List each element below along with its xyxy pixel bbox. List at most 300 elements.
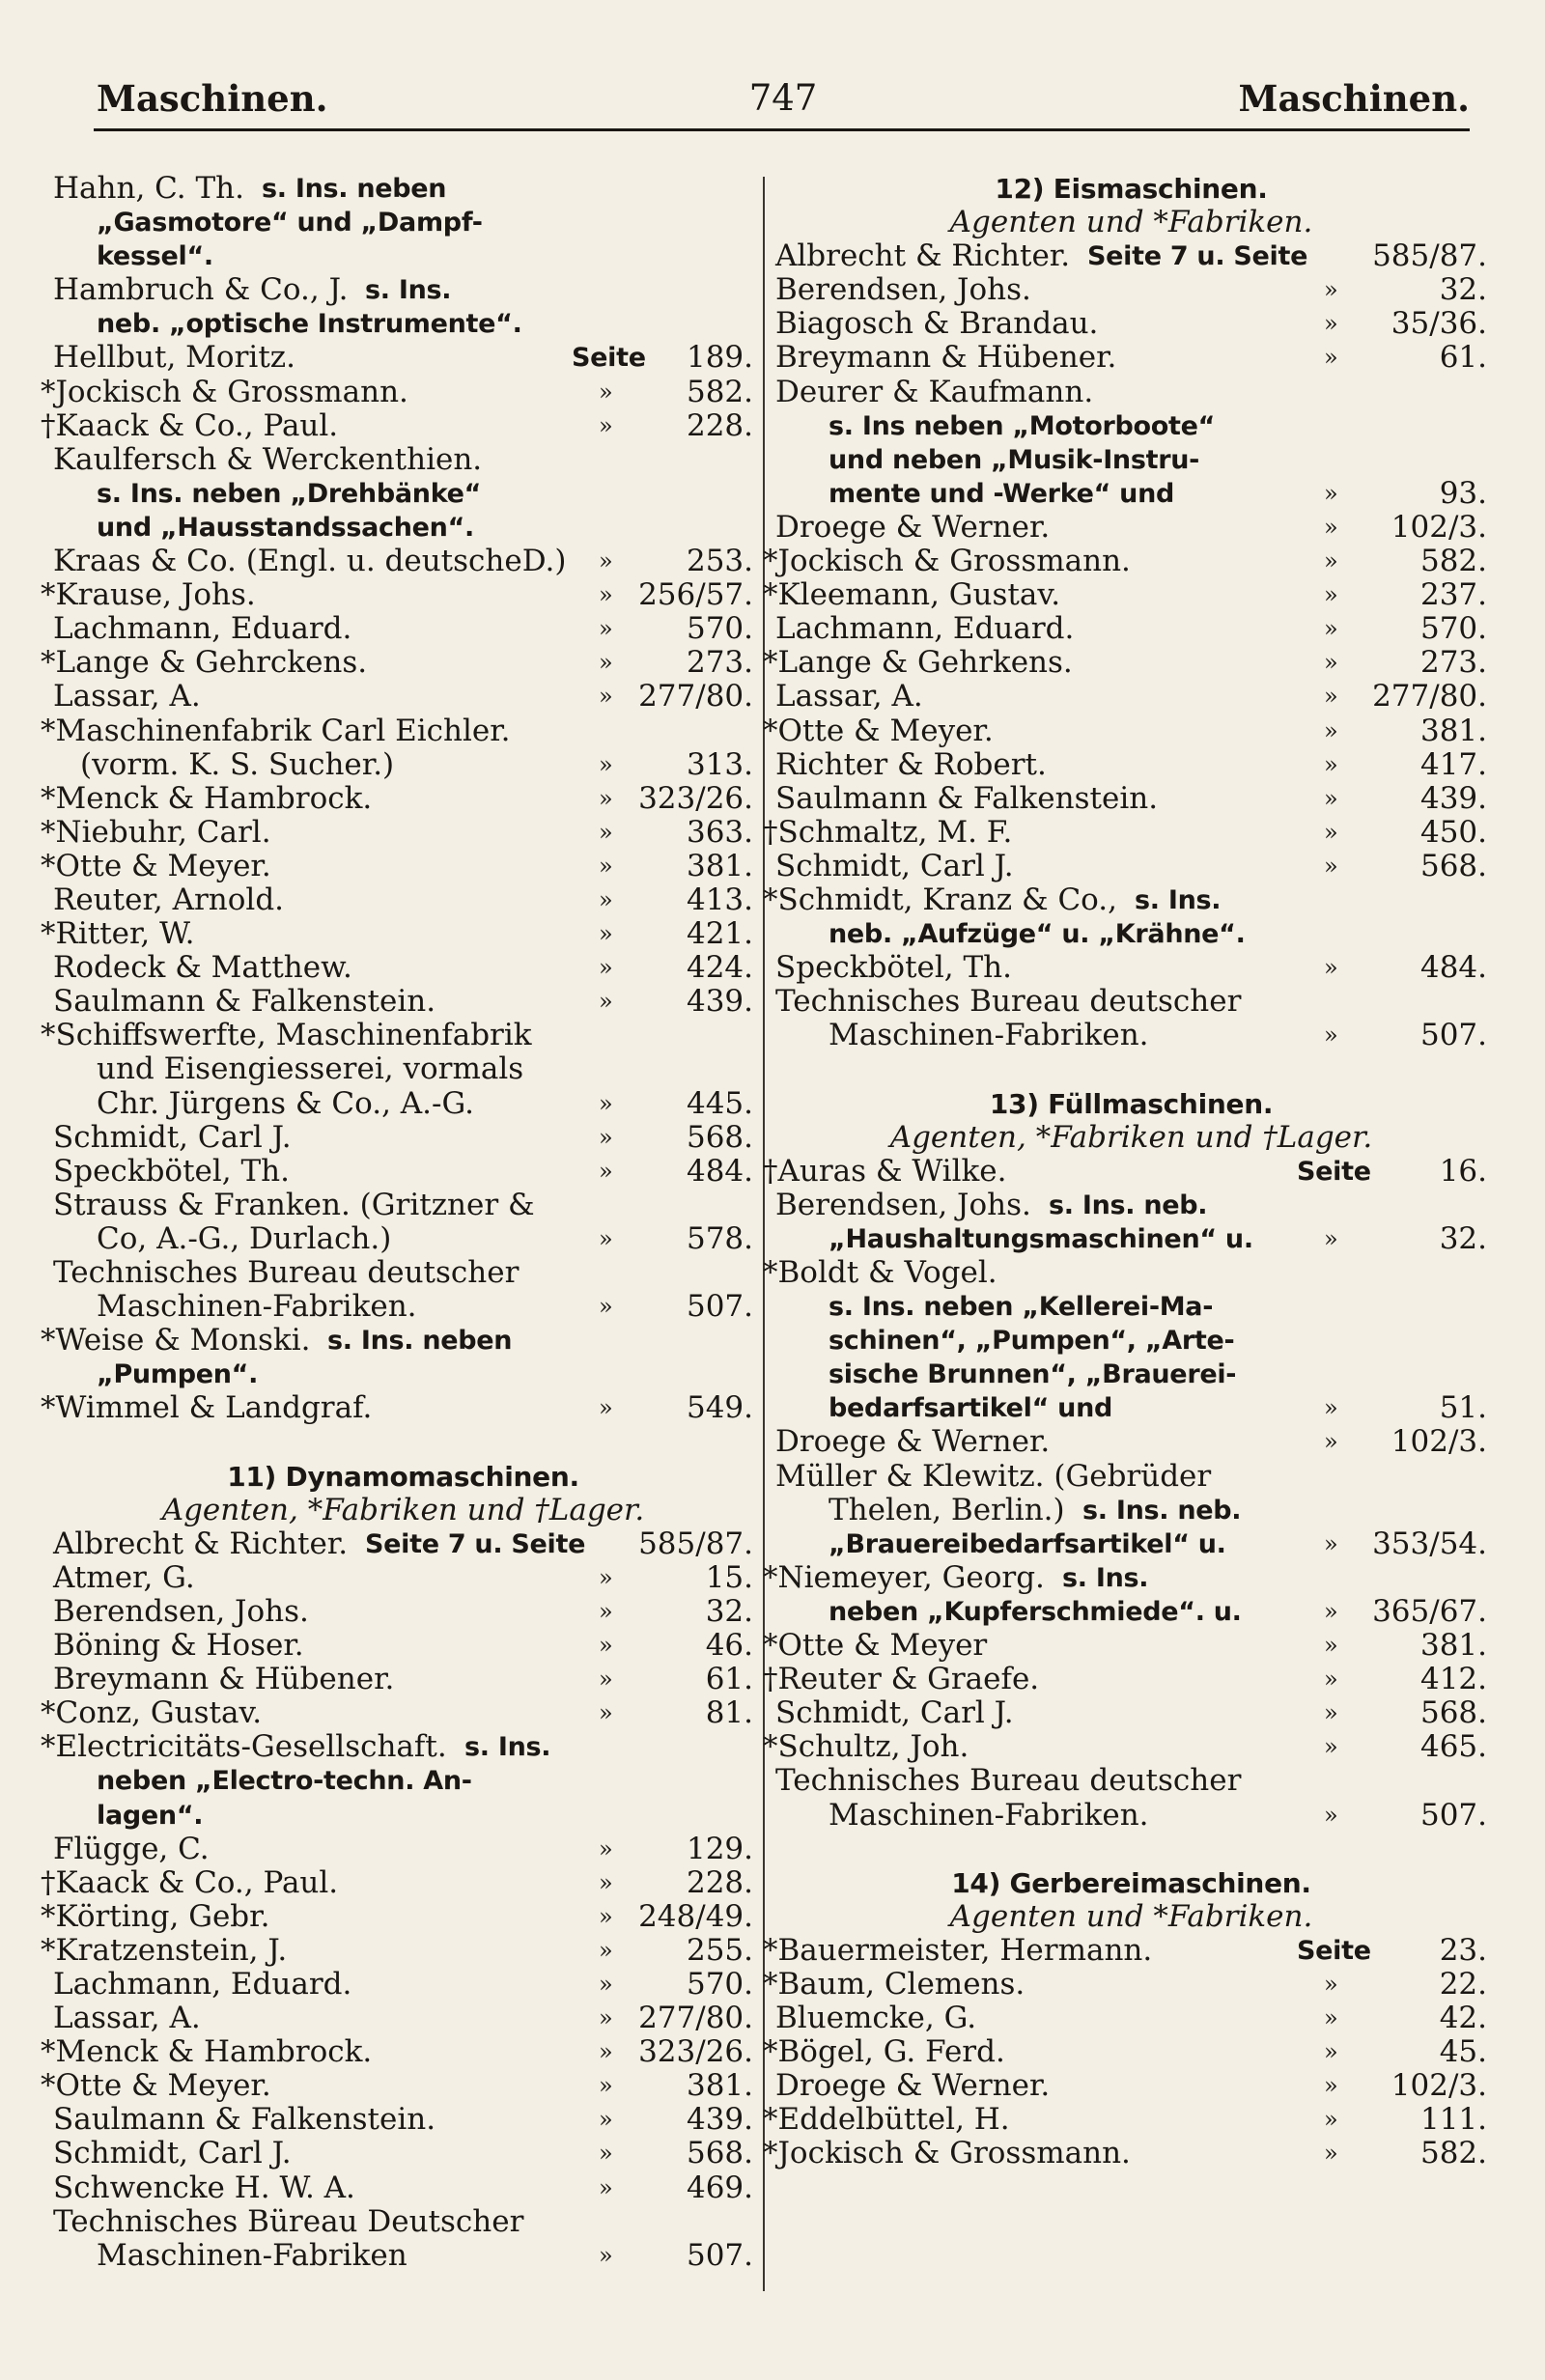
ditto-mark: »: [1324, 784, 1338, 812]
ditto-mark: »: [1324, 1224, 1338, 1252]
firm-entry: [763, 1255, 1487, 1290]
ditto-mark: »: [599, 818, 613, 846]
firm-entry: [41, 374, 753, 409]
firm-entry: [53, 2103, 753, 2137]
firm-name: (vorm. K. S. Sucher.): [80, 746, 395, 782]
ditto-mark: »: [1324, 2140, 1338, 2168]
firm-name: †Kaack & Co., Paul.: [41, 407, 339, 443]
ditto-mark: »: [599, 1699, 613, 1727]
cross-reference: mente und -Werke“ und: [829, 478, 1175, 509]
page-reference: 570.: [1419, 611, 1487, 647]
firm-name: Maschinen-Fabriken.: [829, 1797, 1149, 1833]
firm-name: Lassar, A.: [53, 679, 201, 714]
ditto-mark: »: [1324, 615, 1338, 643]
ditto-mark: »: [1324, 954, 1338, 982]
firm-name: Technisches Bureau deutscher: [53, 1255, 520, 1290]
firm-name: Hellbut, Moritz.: [53, 340, 295, 376]
section-subheading: [775, 1900, 1487, 1934]
ditto-mark: »: [599, 683, 613, 711]
page-reference: 81.: [705, 1695, 753, 1731]
page-reference: 570.: [686, 1966, 753, 2002]
page-reference: 585/87.: [1372, 238, 1487, 274]
cross-reference: „Brauereibedarfsartikel“ u.: [829, 1528, 1226, 1559]
ditto-mark: »: [599, 2173, 613, 2201]
page-reference: 45.: [1439, 2034, 1487, 2070]
firm-name: Kraas & Co. (Engl. u. deutscheD.): [53, 544, 567, 579]
page-reference: 585/87.: [638, 1526, 753, 1561]
ditto-mark: »: [1324, 818, 1338, 846]
firm-entry: [763, 1559, 1487, 1595]
page-reference: 568.: [1419, 848, 1487, 883]
firm-name: *Bögel, G. Ferd.: [763, 2034, 1005, 2070]
firm-name: und Eisengiesserei, vormals: [97, 1051, 524, 1087]
ditto-mark: »: [599, 2241, 613, 2269]
cross-reference: s. Ins.: [365, 275, 452, 306]
firm-name: Schwencke H. W. A.: [53, 2170, 355, 2205]
page-reference: 568.: [686, 2136, 753, 2171]
firm-entry: [775, 951, 1487, 985]
entry-continuation: [53, 511, 753, 545]
firm-name: Albrecht & Richter.: [775, 238, 1071, 274]
firm-entry: [775, 376, 1487, 409]
cross-reference: und „Hausstandssachen“.: [97, 512, 474, 543]
firm-entry: [775, 782, 1487, 816]
firm-name: Technisches Bureau deutscher: [775, 984, 1242, 1020]
cross-reference: s. Ins neben „Motorboote“: [829, 410, 1216, 441]
firm-entry: [53, 341, 753, 375]
firm-entry: [775, 748, 1487, 782]
firm-entry: [53, 883, 753, 917]
firm-entry: [763, 2034, 1487, 2070]
page-reference: 450.: [1419, 814, 1487, 850]
firm-entry: [53, 1121, 753, 1155]
cross-reference: neben „Electro-techn. An-: [97, 1766, 472, 1797]
firm-name: Speckbötel, Th.: [775, 950, 1013, 986]
firm-name: Lachmann, Eduard.: [53, 1966, 352, 2002]
page-reference: 469.: [686, 2170, 753, 2205]
ditto-mark: »: [599, 1666, 613, 1694]
firm-name: †Auras & Wilke.: [763, 1153, 1007, 1189]
page-reference: 129.: [686, 1831, 753, 1866]
firm-name: *Otte & Meyer.: [41, 848, 271, 883]
firm-name: *Weise & Monski.: [41, 1323, 311, 1358]
section-gap: [775, 1833, 1487, 1866]
page-reference: 578.: [686, 1220, 753, 1256]
ditto-mark: »: [1324, 479, 1338, 507]
cross-reference: s. Ins.: [1135, 884, 1222, 915]
firm-name: Maschinen-Fabriken.: [97, 1289, 417, 1325]
ditto-mark: »: [599, 1224, 613, 1252]
cross-reference: s. Ins.: [464, 1732, 551, 1763]
firm-name: *Otte & Meyer.: [763, 713, 994, 748]
firm-entry: [41, 2034, 753, 2070]
firm-entry: [53, 1155, 753, 1189]
firm-name: †Reuter & Graefe.: [763, 1662, 1040, 1697]
page-reference: 353/54.: [1372, 1526, 1487, 1561]
ditto-mark: »: [599, 1902, 613, 1930]
cross-reference: neb. „optische Instrumente“.: [97, 309, 522, 340]
page-label: Seite: [572, 343, 646, 374]
firm-entry: [763, 814, 1487, 850]
cross-reference: sische Brunnen“, „Brauerei-: [829, 1359, 1237, 1390]
entry-continuation: [775, 1494, 1487, 1527]
entry-continuation: [53, 1290, 753, 1324]
ditto-mark: »: [1324, 276, 1338, 304]
firm-name: *Jockisch & Grossmann.: [763, 2136, 1131, 2171]
page-reference: 424.: [686, 950, 753, 986]
page-reference: 381.: [1419, 1628, 1487, 1664]
firm-entry: [775, 850, 1487, 883]
firm-entry: [41, 1323, 753, 1358]
entry-continuation: [775, 1019, 1487, 1052]
firm-name: Maschinen-Fabriken.: [829, 1018, 1149, 1053]
firm-entry: [53, 1256, 753, 1290]
ditto-mark: »: [599, 988, 613, 1016]
firm-name: *Baum, Clemens.: [763, 1966, 1025, 2002]
firm-entry: [53, 1595, 753, 1629]
firm-name: *Lange & Gehrkens.: [763, 645, 1073, 681]
page-reference: 323/26.: [638, 2034, 753, 2070]
page-reference: 412.: [1419, 1662, 1487, 1697]
section-gap: [775, 1052, 1487, 1086]
ditto-mark: »: [599, 2038, 613, 2066]
firm-entry: [53, 1663, 753, 1696]
page-reference: 32.: [1439, 272, 1487, 308]
page-reference: 381.: [686, 2068, 753, 2104]
section-subheading: [775, 1121, 1487, 1155]
page-reference: 32.: [705, 1593, 753, 1629]
page-reference: 363.: [686, 814, 753, 850]
page-reference: 582.: [686, 374, 753, 409]
cross-reference: „Gasmotore“ und „Dampf-: [97, 208, 483, 238]
firm-entry: [41, 1390, 753, 1426]
ditto-mark: »: [1324, 1733, 1338, 1761]
page-reference: 111.: [1419, 2102, 1487, 2138]
firm-name: Lachmann, Eduard.: [775, 611, 1075, 647]
ditto-mark: »: [1324, 2072, 1338, 2100]
firm-entry: [53, 951, 753, 985]
ditto-mark: »: [599, 920, 613, 948]
page-reference: 507.: [1419, 1018, 1487, 1053]
cross-reference: s. Ins. neben: [262, 174, 447, 204]
firm-entry: [53, 172, 753, 206]
firm-name: *Electricitäts-Gesellschaft.: [41, 1729, 447, 1765]
cross-reference: neben „Kupferschmiede“. u.: [829, 1596, 1242, 1627]
firm-entry: [763, 1628, 1487, 1664]
firm-entry: [53, 2137, 753, 2170]
cross-reference: Seite 7 u. Seite: [1087, 241, 1308, 272]
ditto-mark: »: [599, 1123, 613, 1151]
entry-continuation: [53, 1358, 753, 1391]
firm-name: Flügge, C.: [53, 1831, 210, 1866]
page-reference: 61.: [705, 1662, 753, 1697]
firm-entry: [53, 545, 753, 578]
firm-name: Berendsen, Johs.: [775, 1187, 1031, 1222]
entry-continuation: [53, 1764, 753, 1798]
ditto-mark: »: [1324, 1529, 1338, 1557]
firm-name: Schmidt, Carl J.: [53, 1119, 292, 1155]
firm-name: Droege & Werner.: [775, 2068, 1051, 2104]
section-heading: [775, 172, 1487, 206]
firm-name: *Lange & Gehrckens.: [41, 645, 368, 681]
firm-name: Co, A.-G., Durlach.): [97, 1220, 392, 1256]
page-reference: 102/3.: [1390, 509, 1487, 545]
ditto-mark: »: [599, 2140, 613, 2168]
entry-continuation: [53, 1052, 753, 1086]
firm-entry: [41, 713, 753, 748]
firm-name: *Kratzenstein, J.: [41, 1932, 288, 1968]
entry-continuation: [775, 1358, 1487, 1391]
ditto-mark: »: [1324, 852, 1338, 880]
firm-entry: [41, 814, 753, 850]
ditto-mark: »: [599, 378, 613, 406]
ditto-mark: »: [599, 885, 613, 913]
page-reference: 16.: [1439, 1153, 1487, 1189]
firm-entry: [763, 2136, 1487, 2171]
ditto-mark: »: [1324, 649, 1338, 677]
firm-entry: [775, 1460, 1487, 1494]
page-reference: 381.: [1419, 713, 1487, 748]
firm-name: Richter & Robert.: [775, 746, 1047, 782]
firm-name: Schmidt, Carl J.: [775, 1695, 1014, 1731]
firm-entry: [763, 713, 1487, 748]
firm-entry: [53, 1561, 753, 1595]
firm-entry: [41, 1932, 753, 1968]
page-reference: 51.: [1439, 1390, 1487, 1426]
firm-name: Chr. Jürgens & Co., A.-G.: [97, 1085, 475, 1121]
ditto-mark: »: [599, 750, 613, 778]
page-reference: 507.: [1419, 1797, 1487, 1833]
firm-name: *Conz, Gustav.: [41, 1695, 263, 1731]
page-reference: 22.: [1439, 1966, 1487, 2002]
firm-name: Reuter, Arnold.: [53, 882, 285, 917]
page-reference: 253.: [686, 544, 753, 579]
page-reference: 102/3.: [1390, 1424, 1487, 1460]
ditto-mark: »: [599, 649, 613, 677]
ditto-mark: »: [1324, 1801, 1338, 1829]
page-reference: 35/36.: [1390, 306, 1487, 342]
page-reference: 256/57.: [638, 577, 753, 613]
firm-name: *Krause, Johs.: [41, 577, 256, 613]
firm-name: *Kleemann, Gustav.: [763, 577, 1061, 613]
ditto-mark: »: [599, 852, 613, 880]
firm-entry: [41, 780, 753, 816]
ditto-mark: »: [1324, 581, 1338, 609]
header-left-title: Maschinen.: [97, 77, 328, 120]
section-heading: [53, 1460, 753, 1494]
ditto-mark: »: [1324, 2004, 1338, 2032]
ditto-mark: »: [599, 411, 613, 439]
firm-entry: [775, 1764, 1487, 1798]
firm-name: *Schmidt, Kranz & Co.,: [763, 882, 1117, 917]
section-heading: [775, 1087, 1487, 1121]
page-label: Seite: [1297, 1935, 1371, 1966]
firm-name: *Bauermeister, Hermann.: [763, 1932, 1153, 1968]
page-reference: 61.: [1439, 340, 1487, 376]
page-reference: 313.: [686, 746, 753, 782]
entry-continuation: [53, 1799, 753, 1833]
firm-entry: [53, 612, 753, 646]
ditto-mark: »: [599, 1597, 613, 1625]
page-label: Seite: [1297, 1156, 1371, 1187]
firm-name: Technisches Büreau Deutscher: [53, 2203, 524, 2239]
left-column: [41, 171, 753, 2273]
firm-name: Thelen, Berlin.): [829, 1492, 1065, 1527]
page-reference: 413.: [686, 882, 753, 917]
entry-continuation: [53, 206, 753, 239]
page-reference: 228.: [686, 1864, 753, 1900]
ditto-mark: »: [599, 2004, 613, 2032]
page-reference: 46.: [705, 1628, 753, 1664]
cross-reference: s. Ins. neben: [327, 1326, 513, 1357]
page-reference: 439.: [1419, 780, 1487, 816]
firm-entry: [775, 1189, 1487, 1222]
ditto-mark: »: [1324, 1632, 1338, 1660]
ditto-mark: »: [1324, 310, 1338, 338]
firm-entry: [41, 577, 753, 613]
ditto-mark: »: [1324, 1394, 1338, 1422]
firm-entry: [775, 1425, 1487, 1459]
page-reference: 549.: [686, 1390, 753, 1426]
firm-name: Bluemcke, G.: [775, 2001, 977, 2036]
firm-name: *Boldt & Vogel.: [763, 1255, 997, 1290]
section-gap: [53, 1425, 753, 1459]
firm-name: Hambruch & Co., J.: [53, 272, 349, 308]
page-reference: 248/49.: [638, 1898, 753, 1934]
firm-entry: [775, 2069, 1487, 2103]
entry-continuation: [53, 1222, 753, 1256]
firm-entry: [763, 2102, 1487, 2138]
ditto-mark: »: [1324, 513, 1338, 541]
firm-name: Technisches Bureau deutscher: [775, 1763, 1242, 1799]
firm-entry: [775, 2002, 1487, 2035]
firm-entry: [41, 407, 753, 443]
firm-name: *Jockisch & Grossmann.: [41, 374, 408, 409]
firm-entry: [41, 1018, 753, 1053]
ditto-mark: »: [599, 1089, 613, 1117]
firm-name: *Menck & Hambrock.: [41, 780, 373, 816]
cross-reference: „Haushaltungsmaschinen“ u.: [829, 1223, 1253, 1254]
ditto-mark: »: [1324, 1428, 1338, 1456]
firm-name: Lassar, A.: [775, 679, 923, 714]
ditto-mark: »: [599, 581, 613, 609]
page-reference: 439.: [686, 2102, 753, 2138]
ditto-mark: »: [1324, 2038, 1338, 2066]
firm-name: *Schiffswerfte, Maschinenfabrik: [41, 1018, 532, 1053]
entry-continuation: [775, 1799, 1487, 1833]
firm-entry: [53, 680, 753, 714]
page-reference: 273.: [686, 645, 753, 681]
page-reference: 189.: [686, 340, 753, 376]
ditto-mark: »: [599, 2072, 613, 2100]
firm-entry: [53, 2205, 753, 2239]
firm-name: *Niemeyer, Georg.: [763, 1559, 1045, 1595]
firm-entry: [53, 1189, 753, 1222]
firm-entry: [53, 273, 753, 307]
cross-reference: lagen“.: [97, 1800, 204, 1831]
cross-reference: s. Ins. neb.: [1049, 1190, 1208, 1220]
section-subheading-text: Agenten und *Fabriken.: [949, 1898, 1313, 1934]
firm-entry: [41, 2068, 753, 2104]
entry-continuation: [775, 477, 1487, 511]
page-reference: 255.: [686, 1932, 753, 1968]
firm-name: Albrecht & Richter.: [53, 1526, 349, 1561]
firm-entry: [41, 1864, 753, 1900]
firm-name: Breymann & Hübener.: [53, 1662, 395, 1697]
firm-entry: [53, 1527, 753, 1561]
ditto-mark: »: [599, 1157, 613, 1185]
ditto-mark: »: [1324, 1666, 1338, 1694]
firm-name: †Kaack & Co., Paul.: [41, 1864, 339, 1900]
entry-continuation: [53, 239, 753, 273]
page-reference: 421.: [686, 916, 753, 952]
cross-reference: neb. „Aufzüge“ u. „Krähne“.: [829, 919, 1246, 950]
firm-entry: [775, 307, 1487, 341]
page-reference: 15.: [705, 1559, 753, 1595]
section-subheading-text: Agenten, *Fabriken und †Lager.: [889, 1119, 1373, 1155]
ditto-mark: »: [599, 1394, 613, 1422]
cross-reference: s. Ins. neben „Kellerei-Ma-: [829, 1292, 1214, 1323]
firm-entry: [53, 443, 753, 477]
firm-name: Atmer, G.: [53, 1559, 195, 1595]
firm-entry: [53, 2002, 753, 2035]
firm-name: *Körting, Gebr.: [41, 1898, 270, 1934]
page-reference: 568.: [686, 1119, 753, 1155]
section-heading-text: 11) Dynamomaschinen.: [227, 1460, 579, 1493]
section-heading-text: 13) Füllmaschinen.: [989, 1087, 1274, 1120]
firm-entry: [763, 1932, 1487, 1968]
page-reference: 277/80.: [1372, 679, 1487, 714]
entry-continuation: [775, 917, 1487, 951]
firm-name: Droege & Werner.: [775, 509, 1051, 545]
firm-entry: [53, 2171, 753, 2205]
firm-entry: [53, 1629, 753, 1663]
firm-entry: [763, 882, 1487, 917]
cross-reference: „Pumpen“.: [97, 1359, 259, 1390]
firm-name: Droege & Werner.: [775, 1424, 1051, 1460]
ditto-mark: »: [599, 784, 613, 812]
ditto-mark: »: [599, 615, 613, 643]
section-subheading: [53, 1494, 753, 1527]
ditto-mark: »: [599, 1632, 613, 1660]
firm-entry: [763, 645, 1487, 681]
firm-entry: [41, 916, 753, 952]
firm-name: Biagosch & Brandau.: [775, 306, 1099, 342]
firm-name: †Schmaltz, M. F.: [763, 814, 1013, 850]
cross-reference: Seite 7 u. Seite: [365, 1528, 586, 1559]
firm-name: Breymann & Hübener.: [775, 340, 1117, 376]
ditto-mark: »: [599, 1834, 613, 1862]
firm-entry: [775, 680, 1487, 714]
cross-reference: schinen“, „Pumpen“, „Arte-: [829, 1326, 1235, 1357]
page-reference: 507.: [686, 1289, 753, 1325]
page-reference: 507.: [686, 2237, 753, 2273]
page-reference: 42.: [1439, 2001, 1487, 2036]
firm-name: Berendsen, Johs.: [775, 272, 1031, 308]
firm-entry: [41, 1695, 753, 1731]
page-reference: 102/3.: [1390, 2068, 1487, 2104]
firm-name: *Schultz, Joh.: [763, 1729, 969, 1765]
firm-entry: [775, 1696, 1487, 1730]
page-reference: 582.: [1419, 544, 1487, 579]
cross-reference: s. Ins. neb.: [1082, 1495, 1242, 1526]
entry-continuation: [53, 1087, 753, 1121]
ditto-mark: »: [1324, 344, 1338, 372]
cross-reference: s. Ins.: [1062, 1562, 1149, 1593]
firm-entry: [41, 645, 753, 681]
ditto-mark: »: [1324, 1699, 1338, 1727]
firm-entry: [53, 1833, 753, 1866]
